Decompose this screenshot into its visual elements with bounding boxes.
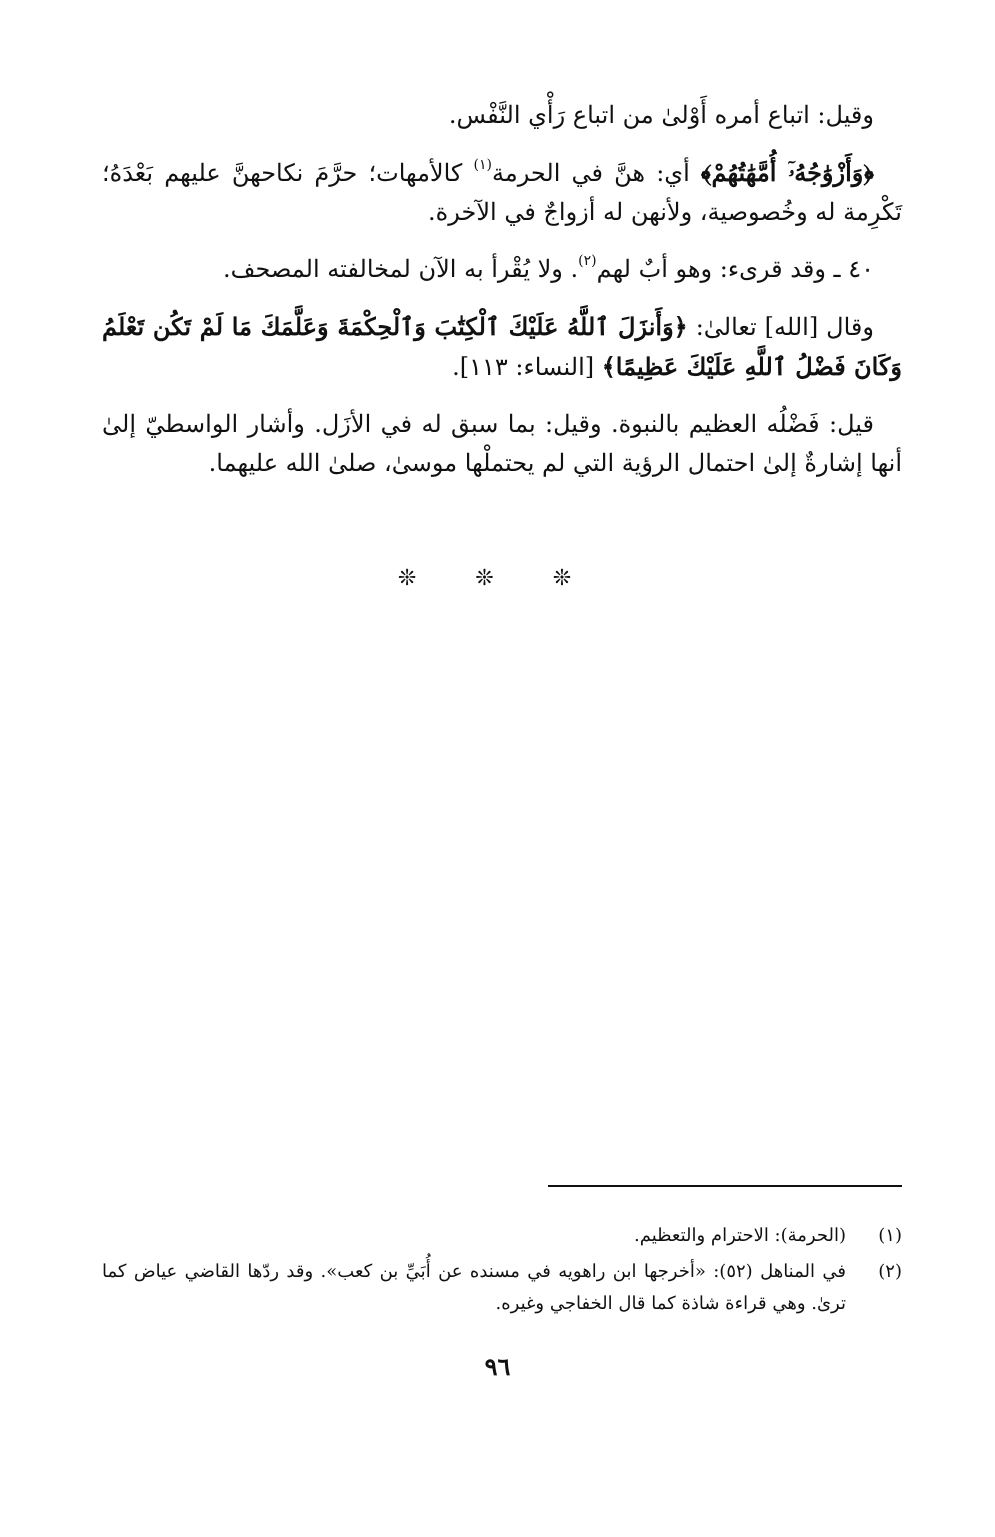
paragraph-1-text: وقيل: اتباع أمره أَوْلىٰ من اتباع رَأْي النَّفْس. bbox=[448, 101, 874, 129]
footnote-text: في المناهل (٥٢): «أخرجها ابن راهويه في مسنده عن أُبَيِّ بن كعب». وقد ردّها القاضي عياض كما ترىٰ. وهي قراءة شاذة كما قال الخفاجي وغيره. bbox=[102, 1261, 846, 1314]
footnote-number: (٢) bbox=[878, 1261, 902, 1282]
paragraph-2-text-b: كالأمهات؛ حرَّمَ نكاحهنَّ عليهم بَعْدَهُ؛ تَكْرِمة له وخُصوصية، ولأنهن له أزواجٌ في الآخرة. bbox=[102, 159, 902, 226]
footnote-ref-2: (٢) bbox=[578, 253, 597, 269]
quran-verse: ﴿وَأَزْوَٰجُهُۥٓ أُمَّهَٰتُهُمْ﴾ bbox=[700, 158, 874, 187]
section-separator: ❊ ❊ ❊ bbox=[397, 566, 598, 591]
footnote-text: (الحرمة): الاحترام والتعظيم. bbox=[634, 1225, 846, 1246]
footnote-2 bbox=[102, 1256, 902, 1320]
main-text bbox=[102, 96, 902, 501]
paragraph-5 bbox=[102, 405, 902, 483]
paragraph-2-text-a: أي: هنَّ في الحرمة bbox=[491, 159, 701, 187]
footnote-ref-1: (١) bbox=[473, 157, 492, 173]
page-number: ٩٦ bbox=[484, 1352, 511, 1381]
paragraph-3-text-a: ٤٠ ـ وقد قرىء: وهو أبٌ لهم bbox=[596, 255, 874, 283]
paragraph-3 bbox=[102, 250, 902, 289]
paragraph-1 bbox=[102, 96, 902, 135]
paragraph-4-text-a: وقال [الله] تعالىٰ: bbox=[687, 313, 874, 341]
paragraph-2 bbox=[102, 153, 902, 232]
quran-verse: ﴿وَأَنزَلَ ٱللَّهُ عَلَيْكَ ٱلْكِتَٰبَ وَٱلْحِكْمَةَ وَعَلَّمَكَ مَا لَمْ تَكُن تَعْلَمُ وَكَانَ فَضْلُ ٱللَّهِ عَلَيْكَ عَظِيمًا﴾ bbox=[102, 312, 902, 381]
footnote-number: (١) bbox=[878, 1225, 902, 1246]
footnote-1 bbox=[102, 1220, 902, 1252]
footnote-divider bbox=[548, 1185, 902, 1187]
verse-reference: [النساء: ١١٣]. bbox=[452, 353, 602, 381]
paragraph-3-text-b: . ولا يُقْرأ به الآن لمخالفته المصحف. bbox=[223, 255, 579, 283]
footnotes bbox=[102, 1220, 902, 1324]
paragraph-4 bbox=[102, 307, 902, 387]
paragraph-5-text: قيل: فَضْلُه العظيم بالنبوة. وقيل: بما سبق له في الأزَل. وأشار الواسطيّ إلىٰ أنها إشارةٌ إلىٰ احتمال الرؤية التي لم يحتملْها موسىٰ، صلىٰ الله عليهما. bbox=[102, 410, 902, 477]
